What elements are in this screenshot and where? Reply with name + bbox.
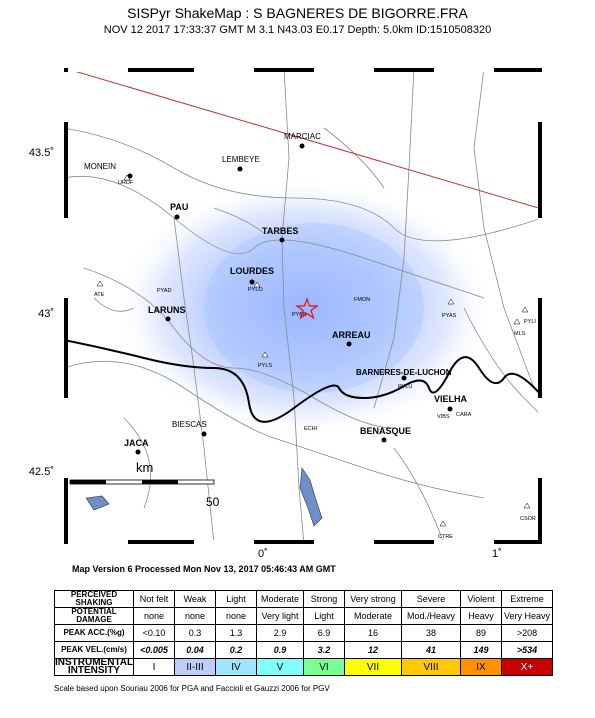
legend-row-damage	[55, 608, 553, 625]
city-label: MONEIN	[84, 162, 116, 171]
legend-row-shaking	[55, 591, 553, 608]
station-label: ATE	[94, 292, 105, 298]
legend-row-label: POTENTIAL DAMAGE	[55, 608, 134, 625]
intensity-legend	[54, 590, 553, 676]
legend-cell: Not felt	[134, 591, 175, 608]
legend-cell: 149	[461, 642, 502, 659]
legend-cell: Very Heavy	[502, 608, 553, 625]
station-label: PYLS	[258, 363, 273, 369]
station-label: PYLO	[248, 287, 263, 293]
intensity-cell: IV	[216, 659, 257, 676]
legend-cell: 16	[345, 625, 402, 642]
legend-cell: 38	[402, 625, 461, 642]
legend-cell: 0.2	[216, 642, 257, 659]
station-label: PYAS	[442, 313, 457, 319]
intensity-cell: VIII	[402, 659, 461, 676]
lat-label-42-5: 42.5˚	[28, 466, 54, 478]
city-label: TARBES	[262, 226, 299, 236]
legend-cell: none	[134, 608, 175, 625]
intensity-cell: V	[257, 659, 304, 676]
legend-cell: Mod./Heavy	[402, 608, 461, 625]
station-label: CARA	[456, 412, 472, 418]
lon-label-0: 0˚	[258, 548, 268, 560]
station-label: PYLU	[398, 384, 413, 390]
scale-unit: km	[136, 460, 154, 475]
intensity-cell: VI	[304, 659, 345, 676]
legend-cell: Severe	[402, 591, 461, 608]
legend-cell: >534	[502, 642, 553, 659]
legend-cell: 2.9	[257, 625, 304, 642]
legend-cell: Very light	[257, 608, 304, 625]
city-label: BENASQUE	[360, 426, 412, 436]
legend-cell: Very strong	[345, 591, 402, 608]
lat-label-43: 43˚	[38, 308, 54, 320]
legend-row-acc	[55, 625, 553, 642]
legend-row-label: PEAK ACC.(%g)	[55, 625, 134, 642]
city-label: BARNERES-DE-LUCHON	[356, 368, 452, 377]
legend-cell: Strong	[304, 591, 345, 608]
legend-cell: >208	[502, 625, 553, 642]
footnote: Scale based upon Souriau 2006 for PGA and Faccioli et Gauzzi 2006 for PGV	[54, 684, 330, 693]
intensity-cell: II-III	[175, 659, 216, 676]
intensity-cell: X+	[502, 659, 553, 676]
station-label: FMON	[354, 297, 371, 303]
legend-cell: Violent	[461, 591, 502, 608]
intensity-cell: I	[134, 659, 175, 676]
legend-cell: 3.2	[304, 642, 345, 659]
version-text: Map Version 6 Processed Mon Nov 13, 2017 05:46:43 AM GMT	[72, 564, 336, 574]
legend-cell: Moderate	[257, 591, 304, 608]
shakemap	[64, 68, 542, 544]
city-label: MARCIAC	[284, 132, 321, 141]
city-label: VIELHA	[434, 394, 468, 404]
legend-cell: Light	[304, 608, 345, 625]
legend-cell: none	[175, 608, 216, 625]
scale-value: 50	[206, 495, 220, 509]
station-label: PYLI	[524, 319, 536, 325]
city-label: ARREAU	[332, 330, 371, 340]
map-title: SISPyr ShakeMap : S BAGNERES DE BIGORRE.FRA	[127, 5, 468, 21]
legend-cell: 6.9	[304, 625, 345, 642]
legend-cell: Light	[216, 591, 257, 608]
city-label: BIESCAS	[172, 420, 207, 429]
event-info: NOV 12 2017 17:33:37 GMT M 3.1 N43.03 E0.17 Depth: 5.0km ID:1510508320	[103, 24, 492, 36]
city-label: LOURDES	[230, 266, 275, 276]
legend-cell: <0.10	[134, 625, 175, 642]
station-label: CSOR	[520, 516, 536, 522]
city-label: LARUNS	[148, 305, 186, 315]
legend-row-vel	[55, 642, 553, 659]
legend-cell: 89	[461, 625, 502, 642]
city-label: PAU	[170, 202, 189, 212]
station-label: ECHI	[304, 426, 318, 432]
intensity-cell: IX	[461, 659, 502, 676]
legend-cell: 41	[402, 642, 461, 659]
legend-cell: 0.9	[257, 642, 304, 659]
legend-row-label: INSTRUMENTAL INTENSITY	[55, 657, 134, 676]
station-label: PYAD	[157, 288, 172, 294]
legend-cell: Extreme	[502, 591, 553, 608]
legend-cell: Weak	[175, 591, 216, 608]
legend-cell: 0.3	[175, 625, 216, 642]
station-label: URDF	[118, 180, 134, 186]
lat-label-43-5: 43.5˚	[28, 147, 54, 159]
station-label: PYBB	[292, 312, 307, 318]
station-label: CTRE	[438, 534, 453, 540]
legend-cell: Heavy	[461, 608, 502, 625]
legend-row-label: PERCEIVED SHAKING	[55, 591, 134, 608]
lon-label-1: 1˚	[492, 548, 502, 560]
legend-cell: Moderate	[345, 608, 402, 625]
city-label: LEMBEYE	[222, 155, 260, 164]
legend-row-label: PEAK VEL.(cm/s)	[55, 642, 134, 659]
station-label: VIBS	[437, 414, 450, 420]
legend-cell: <0.005	[134, 642, 175, 659]
legend-cell: 0.04	[175, 642, 216, 659]
legend-cell: none	[216, 608, 257, 625]
city-label: JACA	[124, 438, 149, 448]
scale-bar	[70, 480, 214, 484]
station-label: MLS	[514, 331, 526, 337]
legend-cell: 1.3	[216, 625, 257, 642]
legend-cell: 12	[345, 642, 402, 659]
legend-row-intensity	[55, 659, 553, 676]
intensity-cell: VII	[345, 659, 402, 676]
